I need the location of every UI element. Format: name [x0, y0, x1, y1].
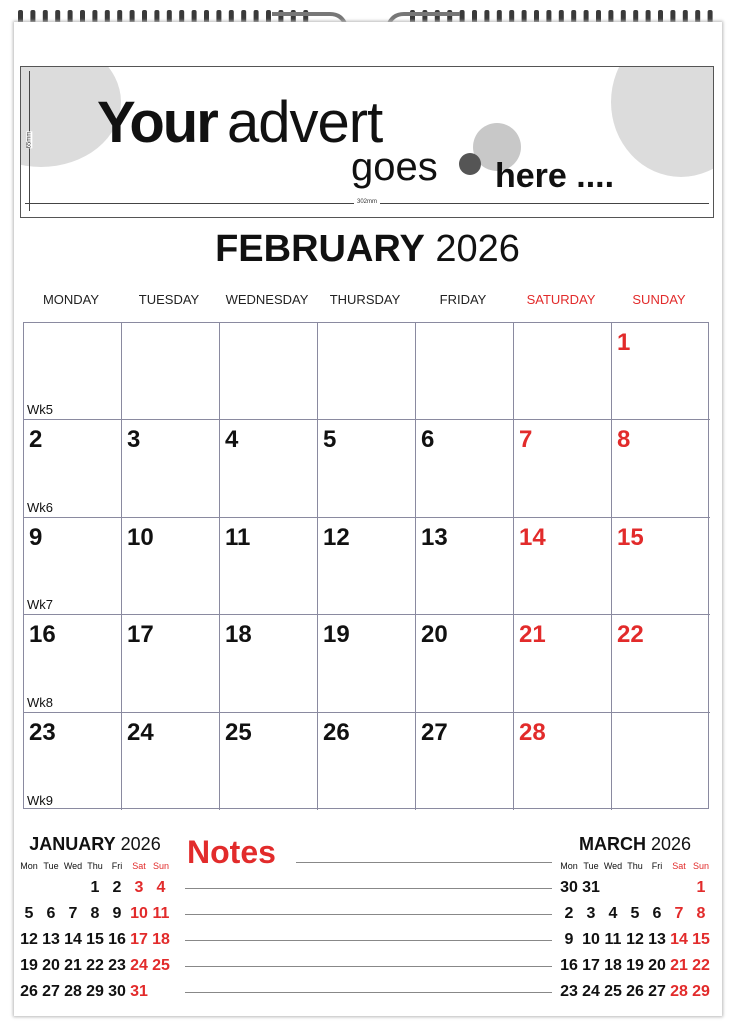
mini-day-number: 31 — [582, 879, 600, 896]
day-cell[interactable] — [24, 713, 122, 810]
day-cell[interactable] — [24, 615, 122, 712]
day-cell[interactable] — [612, 323, 710, 420]
day-number: 25 — [225, 718, 252, 746]
day-cell[interactable] — [318, 323, 416, 420]
day-cell[interactable] — [122, 518, 220, 615]
advert-word-your: Your — [97, 90, 217, 155]
mini-day-number: 20 — [42, 957, 60, 974]
day-cell[interactable] — [416, 420, 514, 517]
advert-banner — [20, 66, 714, 218]
month-year: 2026 — [435, 228, 520, 270]
week-number-label: Wk7 — [27, 597, 53, 613]
mini-day-number: 16 — [108, 931, 126, 948]
day-cell[interactable] — [514, 615, 612, 712]
mini-day-number: 23 — [108, 957, 126, 974]
day-number: 3 — [127, 426, 141, 454]
mini-day-number: 8 — [90, 905, 100, 922]
day-number: 14 — [519, 523, 546, 551]
mini-day-number: 16 — [560, 957, 578, 974]
day-number: 10 — [127, 523, 154, 551]
mini-day-number: 13 — [42, 931, 60, 948]
mini-day-number: 28 — [670, 983, 688, 1000]
mini-day-number: 23 — [560, 983, 578, 1000]
day-number: 9 — [29, 523, 43, 551]
day-number: 13 — [421, 523, 448, 551]
day-number: 7 — [519, 426, 533, 454]
day-number: 28 — [519, 718, 546, 746]
mini-day-number: 4 — [156, 879, 166, 896]
month-title — [0, 228, 735, 271]
mini-calendar-january — [18, 834, 172, 1000]
mini-weekday-label: Fri — [111, 861, 123, 871]
mini-calendar-march — [558, 834, 712, 1000]
mini-weekday-label: Thu — [627, 861, 643, 871]
day-cell[interactable] — [612, 518, 710, 615]
day-number: 21 — [519, 621, 546, 649]
day-number: 8 — [617, 426, 631, 454]
mini-day-number: 19 — [20, 957, 38, 974]
day-cell[interactable] — [122, 713, 220, 810]
day-number: 2 — [29, 426, 43, 454]
mini-day-number: 1 — [90, 879, 100, 896]
day-number: 18 — [225, 621, 252, 649]
day-cell[interactable] — [220, 323, 318, 420]
weekday-header: SATURDAY — [526, 292, 596, 307]
mini-day-number: 15 — [692, 931, 710, 948]
mini-day-number: 9 — [564, 931, 574, 948]
mini-weekday-label: Thu — [87, 861, 103, 871]
mini-day-number: 30 — [560, 879, 578, 896]
mini-day-number: 5 — [24, 905, 34, 922]
mini-day-number: 14 — [64, 931, 82, 948]
mini-day-number: 2 — [112, 879, 122, 896]
day-cell[interactable] — [612, 713, 710, 810]
weekday-header: MONDAY — [42, 292, 100, 307]
day-cell[interactable] — [318, 420, 416, 517]
weekday-header: FRIDAY — [439, 292, 487, 307]
day-cell[interactable] — [220, 615, 318, 712]
mini-weekday-label: Sat — [672, 861, 686, 871]
mini-day-number: 24 — [130, 957, 148, 974]
mini-day-number: 27 — [42, 983, 60, 1000]
mini-calendar-title: MARCH 2026 — [578, 834, 692, 854]
decor-circle-right — [611, 66, 714, 177]
mini-day-number: 27 — [648, 983, 666, 1000]
mini-weekday-label: Wed — [63, 861, 83, 871]
mini-day-number: 26 — [626, 983, 644, 1000]
week-number-label: Wk9 — [27, 792, 53, 808]
mini-day-number: 18 — [152, 931, 170, 948]
day-cell[interactable] — [122, 615, 220, 712]
day-number: 16 — [29, 621, 56, 649]
mini-day-number: 17 — [130, 931, 148, 948]
mini-day-number: 11 — [152, 905, 170, 922]
day-number: 17 — [127, 621, 154, 649]
mini-weekday-label: Fri — [651, 861, 663, 871]
mini-weekday-label: Mon — [560, 861, 578, 871]
mini-calendar-weekdays — [558, 861, 712, 879]
mini-weekday-label: Mon — [20, 861, 38, 871]
mini-day-number: 22 — [86, 957, 104, 974]
height-dimension-label: 65mm — [26, 131, 33, 149]
mini-day-number: 6 — [652, 905, 662, 922]
mini-day-number: 6 — [46, 905, 56, 922]
notes-line[interactable] — [185, 914, 552, 915]
mini-day-number: 12 — [20, 931, 38, 948]
mini-day-number: 10 — [582, 931, 600, 948]
mini-day-number: 19 — [626, 957, 644, 974]
mini-day-number: 3 — [134, 879, 144, 896]
mini-day-number: 17 — [582, 957, 600, 974]
weekday-header: THURSDAY — [329, 292, 401, 307]
mini-day-number: 18 — [604, 957, 622, 974]
mini-day-number: 11 — [604, 931, 622, 948]
mini-day-number: 25 — [604, 983, 622, 1000]
mini-day-number: 1 — [696, 879, 706, 896]
day-cell[interactable] — [220, 713, 318, 810]
mini-weekday-label: Tue — [583, 861, 599, 871]
mini-day-number: 15 — [86, 931, 104, 948]
day-cell[interactable] — [514, 518, 612, 615]
notes-line[interactable] — [185, 888, 552, 889]
day-number: 27 — [421, 718, 448, 746]
day-number: 11 — [225, 523, 251, 551]
day-number: 4 — [225, 426, 239, 454]
mini-day-number: 21 — [64, 957, 82, 974]
day-cell[interactable] — [318, 518, 416, 615]
weekday-header: WEDNESDAY — [225, 292, 309, 307]
mini-day-number: 20 — [648, 957, 666, 974]
mini-weekday-label: Sun — [152, 861, 169, 871]
day-number: 6 — [421, 426, 435, 454]
width-dimension-label: 302mm — [354, 199, 380, 205]
day-cell[interactable] — [24, 518, 122, 615]
mini-day-number: 7 — [674, 905, 684, 922]
mini-day-number: 9 — [112, 905, 122, 922]
mini-day-number: 24 — [582, 983, 600, 1000]
day-cell[interactable] — [514, 323, 612, 420]
day-cell[interactable] — [514, 420, 612, 517]
mini-weekday-label: Tue — [43, 861, 59, 871]
day-cell[interactable] — [416, 323, 514, 420]
notes-line[interactable] — [185, 966, 552, 967]
mini-day-number: 22 — [692, 957, 710, 974]
weekday-header: SUNDAY — [632, 292, 686, 307]
month-name: FEBRUARY — [215, 228, 425, 270]
day-number: 12 — [323, 523, 350, 551]
mini-day-number: 28 — [64, 983, 82, 1000]
mini-day-number: 30 — [108, 983, 126, 1000]
day-cell[interactable] — [122, 323, 220, 420]
day-number: 5 — [323, 426, 337, 454]
day-number: 15 — [617, 523, 644, 551]
day-number: 19 — [323, 621, 350, 649]
day-cell[interactable] — [24, 323, 122, 420]
week-number-label: Wk8 — [27, 694, 53, 710]
week-number-label: Wk6 — [27, 499, 53, 515]
day-cell[interactable] — [220, 420, 318, 517]
mini-day-number: 3 — [586, 905, 596, 922]
day-cell[interactable] — [416, 518, 514, 615]
mini-day-number: 31 — [130, 983, 148, 1000]
week-number-label: Wk5 — [27, 402, 53, 418]
mini-day-number: 5 — [630, 905, 640, 922]
day-number: 23 — [29, 718, 56, 746]
day-number: 24 — [127, 718, 154, 746]
mini-weekday-label: Wed — [603, 861, 623, 871]
notes-line[interactable] — [185, 940, 552, 941]
mini-day-number: 13 — [648, 931, 666, 948]
notes-line[interactable] — [185, 992, 552, 993]
mini-day-number: 2 — [564, 905, 574, 922]
mini-weekday-label: Sat — [132, 861, 146, 871]
weekday-header: TUESDAY — [138, 292, 200, 307]
day-number: 20 — [421, 621, 448, 649]
mini-weekday-label: Sun — [692, 861, 709, 871]
day-cell[interactable] — [318, 615, 416, 712]
mini-day-number: 8 — [696, 905, 706, 922]
day-number: 1 — [617, 329, 631, 356]
day-cell[interactable] — [122, 420, 220, 517]
day-cell[interactable] — [24, 420, 122, 517]
mini-day-number: 10 — [130, 905, 148, 922]
mini-day-number: 14 — [670, 931, 688, 948]
day-cell[interactable] — [220, 518, 318, 615]
day-cell[interactable] — [416, 713, 514, 810]
day-cell[interactable] — [318, 713, 416, 810]
mini-day-number: 12 — [626, 931, 644, 948]
mini-calendar-weekdays — [18, 861, 172, 879]
advert-word-here: here .... — [495, 157, 615, 195]
mini-day-number: 29 — [86, 983, 104, 1000]
day-cell[interactable] — [514, 713, 612, 810]
mini-day-number: 29 — [692, 983, 710, 1000]
mini-day-number: 4 — [608, 905, 618, 922]
day-cell[interactable] — [612, 420, 710, 517]
day-number: 22 — [617, 621, 644, 649]
advert-word-advert: advert — [227, 90, 383, 155]
mini-calendar-title: JANUARY 2026 — [29, 834, 161, 854]
day-cell[interactable] — [416, 615, 514, 712]
mini-day-number: 7 — [68, 905, 78, 922]
mini-day-number: 26 — [20, 983, 38, 1000]
day-number: 26 — [323, 718, 350, 746]
notes-title: Notes — [187, 834, 276, 870]
decor-dot — [459, 153, 481, 175]
month-grid — [23, 322, 709, 809]
notes-line[interactable] — [296, 862, 552, 863]
mini-day-number: 25 — [152, 957, 170, 974]
advert-word-goes: goes — [351, 145, 438, 189]
day-cell[interactable] — [612, 615, 710, 712]
mini-day-number: 21 — [670, 957, 688, 974]
